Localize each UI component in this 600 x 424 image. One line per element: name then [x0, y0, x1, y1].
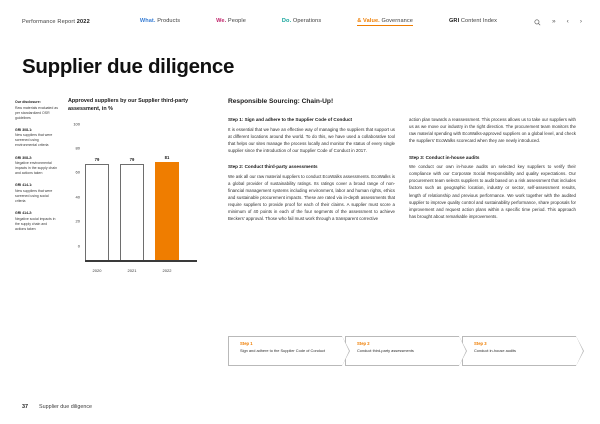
nav-item-operations[interactable]: [282, 18, 321, 26]
step-text: Conduct third-party assessments: [357, 347, 414, 353]
prev-page-icon[interactable]: ‹: [566, 18, 569, 26]
chart-bar: [155, 162, 179, 261]
step-chevron: [345, 336, 459, 366]
chart-bar-column: [85, 139, 109, 261]
meta-block: [15, 156, 59, 177]
nav-item-operations-label: Operations: [291, 18, 322, 25]
chart-x-tick: 2020: [92, 267, 102, 273]
top-navigation-bar: [0, 0, 600, 44]
nav-links: [140, 18, 533, 27]
chart-y-tick: 20: [75, 218, 80, 224]
nav-item-governance[interactable]: [357, 18, 413, 27]
meta-block-heading: GRI 308-2:: [15, 155, 33, 160]
content-column-left: [228, 116, 395, 232]
chart-x-axis: [85, 268, 197, 273]
step-content: [345, 336, 459, 353]
content-section: [409, 154, 576, 221]
meta-block: [15, 128, 59, 149]
step-content: [462, 336, 576, 353]
nav-item-gri-keyword: GRI: [448, 18, 460, 25]
chart-bar-value-label: 81: [164, 154, 170, 160]
page-title: Supplier due diligence: [22, 55, 235, 78]
chart-y-tick: 60: [75, 169, 80, 175]
page-number: 37: [22, 404, 28, 410]
meta-block-heading: GRI 308-1:: [15, 127, 33, 132]
chart-title: Approved suppliers by our Supplier third-party assessment, in %: [68, 98, 189, 112]
step-flow-diagram: [228, 336, 576, 366]
nav-item-products-keyword: What.: [139, 18, 156, 25]
meta-block: [15, 183, 59, 204]
meta-block-body: Negative environmental impacts in the supply chain and actions taken: [15, 161, 58, 176]
nav-item-people-label: People: [226, 18, 246, 25]
meta-block-body: New suppliers that were screened using environmental criteria: [15, 133, 53, 148]
meta-block-heading: GRI 414-1:: [15, 183, 33, 188]
meta-block-heading: Our disclosure:: [15, 100, 41, 104]
step-text: Conduct in-house audits: [474, 347, 516, 353]
content-section-heading: Step 2: Conduct third-party assessments: [228, 164, 318, 170]
content-section-heading: Step 3: Conduct in-house audits: [409, 154, 480, 160]
content-section-heading: Step 1: Sign and adhere to the Supplier Code of Conduct: [228, 117, 353, 122]
nav-item-people[interactable]: [216, 18, 246, 26]
brand-label: [22, 19, 90, 25]
nav-item-operations-keyword: Do.: [281, 18, 292, 25]
meta-block-body: Raw materials evaluated as per standardized OSR guidelines: [15, 105, 58, 120]
chart-y-tick: 0: [77, 243, 80, 249]
content-section-body: [228, 173, 395, 223]
chart-bars: [85, 139, 197, 261]
meta-block: [15, 100, 59, 121]
chart-bar-value-label: 79: [129, 157, 135, 163]
supplier-assessment-chart: [68, 98, 208, 276]
next-page-icon[interactable]: ›: [579, 18, 582, 26]
nav-item-gri-content-index[interactable]: [449, 18, 497, 26]
chart-y-tick: 40: [75, 194, 80, 200]
content-columns: [228, 116, 576, 232]
step-label: Step 3: [474, 341, 487, 346]
content-section-body: [409, 163, 576, 220]
nav-icon-group: [534, 19, 582, 26]
paragraph: We conduct our own in-house audits on selected key suppliers to verify their compliance with our Corporate Social Responsibility and quality expectations. Our procurement team selects suppliers to audit based on a risk assessment that includes factors such as geographic location, industry or sector, self-assessment results, length of relationship and previous performance. We work together with the audited supplier to improve quality control and sustainability performance, share proposals for improvement and request action plans within a specific time period. This approach has brought about remarkable improvements.: [409, 164, 576, 219]
nav-item-products-label: Products: [155, 18, 181, 25]
brand-text: Performance Report: [22, 19, 77, 25]
chart-y-tick: 100: [73, 121, 80, 127]
nav-item-people-keyword: We.: [216, 18, 227, 25]
nav-item-products[interactable]: [140, 18, 180, 26]
content-section: [228, 116, 395, 154]
step-content: [228, 336, 342, 353]
content-heading: Responsible Sourcing: Chain-Up!: [228, 98, 334, 105]
chart-bar: [120, 164, 144, 260]
meta-block-body: New suppliers that were screened using social criteria: [15, 188, 53, 203]
brand-year: 2022: [76, 19, 90, 25]
nav-item-governance-keyword: & Value.: [357, 17, 380, 24]
content-section-body: [228, 126, 395, 155]
chart-bar-column: [120, 139, 144, 261]
step-chevron: [462, 336, 576, 366]
content-section: [228, 163, 395, 222]
content-section-body: [409, 116, 576, 145]
content-column-right: [409, 116, 576, 232]
footer-title: Supplier due diligence: [39, 404, 93, 410]
search-icon[interactable]: [534, 19, 541, 26]
paragraph: action plan towards a reassessment. This process allows us to take our suppliers with us as we move our industry in the right direction. The procurement team monitors the raw material spending with EcoWalks-approved suppliers on a global level, and check the suppliers' EcoWalks scorecard when they are newly introduced.: [409, 117, 576, 144]
step-label: Step 2: [357, 341, 370, 346]
nav-item-gri-label: Content Index: [459, 18, 498, 25]
step-text: Sign and adhere to the Supplier Code of Conduct: [240, 347, 326, 353]
paragraph: We ask all our raw material suppliers to conduct EcoWalks assessments. EcoWalks is a global provider of sustainability ratings. Its ratings cover a broad range of non-financial management systems including environment, labor and human rights, ethics and sustainable procurement impacts. These are rated via in-depth assessments that require suppliers to provide proof for each of their claims. A supplier must score a minimum of 40 points in each of the four segments of the assessment to achieve Beckers' approval. Those who fail must work through a transparent corrective: [228, 173, 395, 222]
chart-x-tick: 2021: [127, 267, 137, 273]
chart-y-axis: [68, 121, 82, 261]
chart-bar-column: [155, 139, 179, 261]
nav-item-governance-label: Governance: [379, 17, 413, 24]
chart-bar-value-label: 79: [94, 157, 100, 163]
meta-block-body: Negative social impacts in the supply chain and actions taken: [15, 216, 56, 231]
step-chevron: [228, 336, 342, 366]
step-label: Step 1: [240, 341, 253, 346]
chart-plot-area: [68, 121, 204, 276]
meta-block-heading: GRI 414-2:: [15, 211, 33, 215]
disclosure-meta-column: [15, 100, 59, 239]
chart-baseline: [85, 260, 197, 261]
fast-forward-icon[interactable]: »: [552, 18, 556, 26]
page-footer: [22, 404, 92, 410]
main-content: [228, 98, 576, 232]
chart-x-tick: 2022: [162, 267, 172, 273]
meta-block: [15, 211, 59, 232]
chart-bar: [85, 164, 109, 260]
content-section: [409, 116, 576, 145]
chart-y-tick: 80: [75, 145, 80, 151]
step-chevron-arrow: [576, 336, 583, 366]
paragraph: It is essential that we have an effective way of managing the suppliers that support us at different locations around the world. To do this, we have used a collaborative tool that helps our sites manage the process locally and monitor the status of every single supplier since the introduction of our Supplier Code of Conduct in 2017.: [228, 126, 395, 153]
